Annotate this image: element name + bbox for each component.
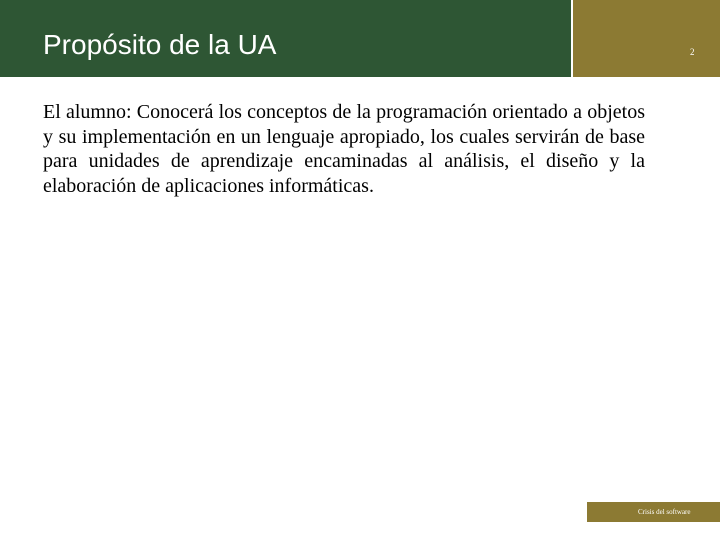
slide-title: Propósito de la UA [43, 29, 277, 60]
footer-label: Crisis del software [638, 508, 691, 516]
header-accent-block [573, 0, 720, 77]
slide-number: 2 [690, 47, 695, 57]
purpose-paragraph: El alumno: Conocerá los conceptos de la programación orientado a objetos y su implementación en un lenguaje apropiado, los cuales servirán de base para unidades de aprendizaje encaminadas al análisis, el diseño y la elaboración de aplicaciones informáticas. [43, 101, 645, 197]
